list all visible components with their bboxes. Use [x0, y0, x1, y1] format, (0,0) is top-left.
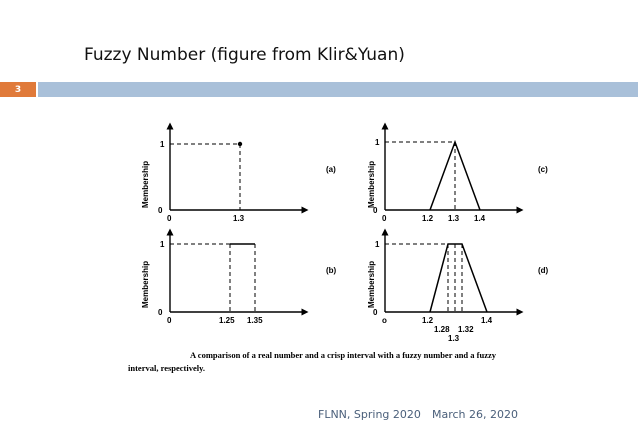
panel-a-y-zero: 0 — [158, 206, 163, 215]
panel-d-x-tick-14: 1.4 — [481, 316, 493, 325]
figure-caption-line-2: interval, respectively. — [128, 363, 206, 373]
panel-c-x-tick-2: 1.3 — [448, 214, 460, 223]
panel-d-x-tick-13: 1.3 — [448, 334, 460, 343]
panel-d — [367, 232, 549, 343]
panel-d-label: (d) — [538, 266, 549, 275]
panel-b-x-tick-right: 1.35 — [247, 316, 263, 325]
panel-c-x-zero: 0 — [382, 214, 387, 223]
footer-course: FLNN, Spring 2020 — [318, 408, 421, 421]
panel-c-y-zero: 0 — [373, 206, 378, 215]
panel-a — [141, 126, 336, 223]
panel-d-trapezoid — [430, 244, 487, 312]
panel-d-x-tick-12: 1.2 — [422, 316, 434, 325]
fuzzy-number-figure — [100, 110, 570, 380]
panel-c-label: (c) — [538, 165, 548, 174]
panel-c-y-one: 1 — [375, 138, 380, 147]
figure-caption-line-1: A comparison of a real number and a crisp interval with a fuzzy number and a fuzzy — [190, 350, 497, 360]
footer-date: March 26, 2020 — [432, 408, 519, 421]
slide-title: Fuzzy Number (figure from Klir&Yuan) — [84, 45, 405, 65]
panel-d-x-tick-132: 1.32 — [458, 325, 474, 334]
panel-b — [141, 232, 337, 325]
panel-b-y-one: 1 — [160, 240, 165, 249]
slide-number: 3 — [0, 82, 36, 97]
panel-b-y-zero: 0 — [158, 308, 163, 317]
figure-image — [100, 110, 570, 380]
panel-a-y-one: 1 — [160, 140, 165, 149]
panel-b-label: (b) — [326, 266, 337, 275]
panel-d-y-label: Membership — [367, 260, 376, 308]
panel-a-x-zero: 0 — [167, 214, 172, 223]
panel-d-x-zero: o — [382, 316, 387, 325]
panel-c — [367, 126, 548, 223]
panel-a-y-label: Membership — [141, 160, 150, 208]
panel-c-y-label: Membership — [367, 160, 376, 208]
panel-b-x-tick-left: 1.25 — [219, 316, 235, 325]
panel-c-x-tick-1: 1.2 — [422, 214, 434, 223]
panel-b-x-zero: 0 — [167, 316, 172, 325]
panel-d-y-zero: 0 — [373, 308, 378, 317]
panel-a-x-tick: 1.3 — [233, 214, 245, 223]
panel-b-y-label: Membership — [141, 260, 150, 308]
panel-a-label: (a) — [326, 165, 336, 174]
panel-c-x-tick-3: 1.4 — [474, 214, 486, 223]
panel-d-x-tick-128: 1.28 — [434, 325, 450, 334]
header-accent-bar — [38, 82, 638, 97]
panel-d-y-one: 1 — [375, 240, 380, 249]
panel-a-point — [238, 142, 242, 146]
